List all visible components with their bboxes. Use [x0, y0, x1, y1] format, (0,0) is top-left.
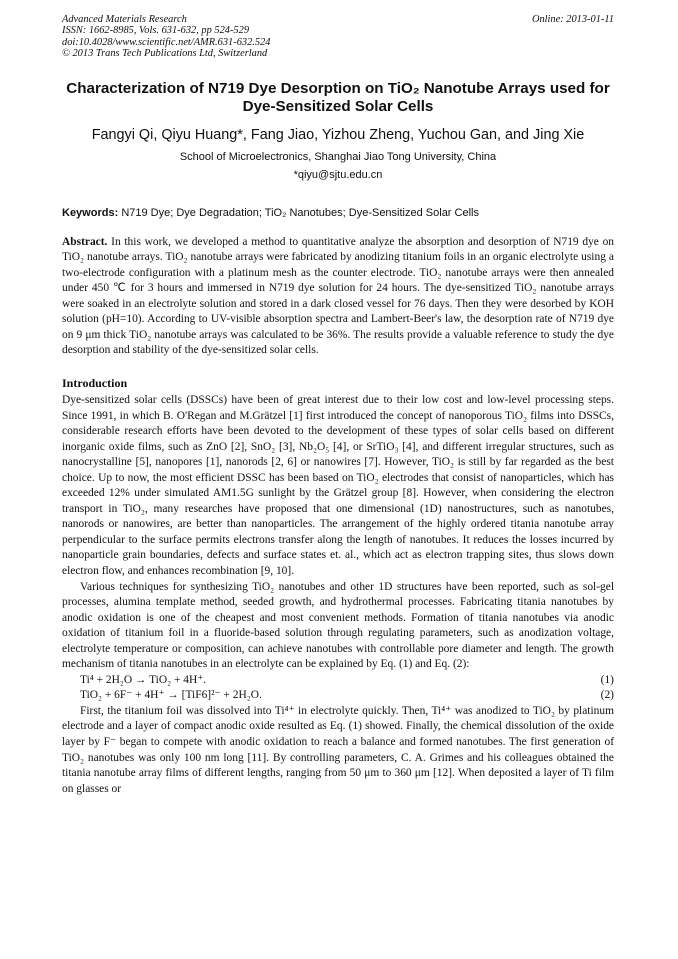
section-heading-introduction: Introduction	[62, 376, 128, 390]
journal-header	[62, 14, 614, 60]
affiliation: School of Microelectronics, Shanghai Jiao Tong University, China	[179, 150, 497, 163]
equation-1-text: Ti⁴ + 2H₂O → TiO₂ + 4H⁺.	[80, 673, 207, 686]
equation-2-text: TiO₂ + 6F⁻ + 4H⁺ → [TiF6]²⁻ + 2H₂O.	[80, 689, 262, 702]
intro-paragraph-3: First, the titanium foil was dissolved into Ti⁴⁺ in electrolyte quickly. Then, Ti⁴⁺ was anodized to TiO₂ by platinum electrode and a layer of compact anodic oxide resulted as Eq. (1) showed. Finally, the chemical dissolution of the oxide layer by F⁻ began to compete with anodic oxidation to reach a balance and formed nanotubes. The first generation of TiO₂ nanotubes was only 100 nm long [11]. By controlling parameters, C. A. Grimes and his colleagues obtained the titania nanotube array films of different lengths, ranging from 50 μm to 360 μm [12]. When deposited a layer of Ti film on glasses or	[62, 704, 614, 795]
equation-1-number: (1)	[600, 673, 614, 686]
journal-name: Advanced Materials Research	[62, 14, 187, 25]
equation-1	[62, 673, 614, 689]
abstract-text: In this work, we developed a method to quantitative analyze the absorption and desorption of N719 dye on TiO₂ nanotube arrays. TiO₂ nanotube arrays were fabricated by anodizing titanium foils in an organic electrolyte using a two-electrode configuration with a platinum mesh as the counter electrode. TiO₂ nanotube arrays were then annealed under 450 ℃ for 3 hours and immersed in N719 dye solution for 24 hours. The dye-sensitized TiO₂ nanotube arrays were soaked in an electrolyte solution and stored in a dark closed vessel for 76 days. Then they were desorbed by KOH solution (pH=10). According to UV-visible absorption spectra and Lambert-Beer's law, the desorption rate of N719 dye on 9 μm thick TiO₂ nanotube arrays was calculated to be 36%. The results provide a valuable reference to study the dye desorption and stability of the dye-sensitized solar cells.	[62, 235, 615, 357]
issn-line: ISSN: 1662-8985, Vols. 631-632, pp 524-529	[62, 25, 250, 37]
equation-2-number: (2)	[600, 689, 614, 702]
keywords	[62, 206, 614, 220]
abstract-label: Abstract.	[62, 235, 108, 248]
keywords-text: N719 Dye; Dye Degradation; TiO₂ Nanotubes; Dye-Sensitized Solar Cells	[121, 206, 479, 219]
introduction-body	[62, 393, 614, 797]
author-list: Fangyi Qi, Qiyu Huang*, Fang Jiao, Yizhou Zheng, Yuchou Gan, and Jing Xie	[91, 126, 585, 143]
abstract	[62, 235, 614, 359]
doi-line[interactable]: doi:10.4028/www.scientific.net/AMR.631-632.524	[62, 36, 271, 48]
paper-title: Characterization of N719 Dye Desorption on TiO₂ Nanotube Arrays used for Dye-Sensitized Solar Cells	[66, 79, 610, 116]
keywords-label: Keywords:	[62, 206, 119, 219]
equation-2	[62, 688, 614, 704]
corresponding-email[interactable]: *qiyu@sjtu.edu.cn	[293, 168, 383, 181]
copyright-line: © 2013 Trans Tech Publications Ltd, Switzerland	[62, 48, 268, 60]
intro-paragraph-1: Dye-sensitized solar cells (DSSCs) have been of great interest due to their low cost and low-level processing steps. Since 1991, in which B. O'Regan and M.Grätzel [1] first introduced the concept of nanoporous TiO₂ films into DSSCs, considerable research efforts have been devoted to the development of these types of solar cells based on different inorganic oxide films, such as ZnO [2], SnO₂ [3], Nb₂O₅ [4], or SrTiO₃ [4], and different irregular structures, such as nanocrystalline [5], nanopores [1], nanorods [2, 6] or nanowires [7]. However, TiO₂ is still by far regarded as the best choice. Up to now, the most efficient DSSC has been based on TiO₂ electrodes that consist of nanoparticles, which has exceeded 12% under simulated AM1.5G sunlight by the Grätzel group [8]. However, when considering the electron transport in TiO₂, many researches have proposed that one dimensional (1D) nanostructures, such as nanotubes, nanorods or nanowires, are better than nanoparticles. The arrangement of the highly ordered titania nanotube array perpendicular to the surface permits electrons transfer along the length of nanotubes. It reduces the losses incurred by nanoparticle grain boundaries, defects and surface states et. al., which act as electron trapping sites, thus slows down electron flow, and enhances recombination [9, 10].	[62, 394, 614, 578]
online-date: Online: 2013-01-11	[531, 14, 614, 25]
paper-page	[62, 14, 614, 797]
intro-paragraph-2: Various techniques for synthesizing TiO₂ nanotubes and other 1D structures have been reported, such as sol-gel processes, alumina template method, seeded growth, and hydrothermal processes. Fabricating titania nanotubes by anodic oxidation is one of the cheapest and most convenient methods. Formation of titania nanotubes via anodic oxidation of titanium foil in a fluoride-based solution through regulating parameters, such as anodization voltage, electrolyte temperature or composition, can achieve nanotubes with controllable pore diameter and length. The growth mechanism of titania nanotubes in an electrolyte can be explained by Eq. (1) and Eq. (2):	[62, 580, 614, 671]
